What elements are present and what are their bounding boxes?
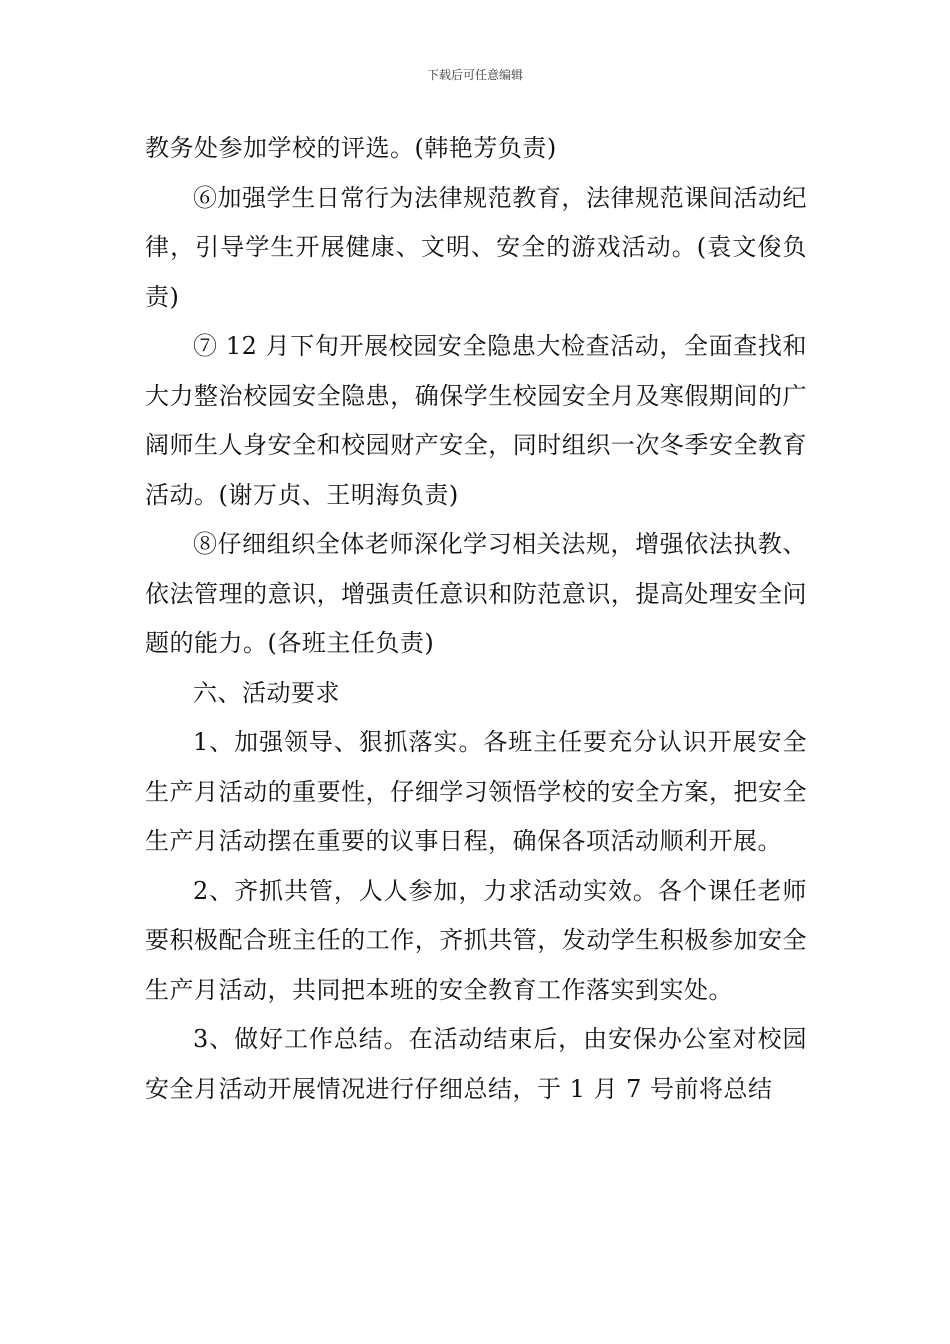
paragraph-item-8: ⑧仔细组织全体老师深化学习相关法规，增强依法执教、依法管理的意识，增强责任意识和防范意识，提高处理安全问题的能力。(各班主任负责) (145, 530, 807, 657)
paragraph-item-6: ⑥加强学生日常行为法律规范教育，法律规范课间活动纪律，引导学生开展健康、文明、安全的游戏活动。(袁文俊负责) (145, 183, 807, 311)
paragraph-item-7: ⑦ 12 月下旬开展校园安全隐患大检查活动，全面查找和大力整治校园安全隐患，确保学生校园安全月及寒假期间的广阔师生人身安全和校园财产安全，同时组织一次冬季安全教育活动。(谢万贞、王明海负责) (145, 332, 807, 509)
section-heading-requirements: 六、活动要求 (193, 678, 340, 707)
document-body (145, 124, 807, 1114)
paragraph-requirement-1: 1、加强领导、狠抓落实。各班主任要充分认识开展安全生产月活动的重要性，仔细学习领悟学校的安全方案，把安全生产月活动摆在重要的议事日程，确保各项活动顺利开展。 (145, 728, 807, 855)
paragraph-continuation: 教务处参加学校的评选。(韩艳芳负责) (145, 134, 557, 162)
paragraph-requirement-2: 2、齐抓共管，人人参加，力求活动实效。各个课任老师要积极配合班主任的工作，齐抓共管，发动学生积极参加安全生产月活动，共同把本班的安全教育工作落实到实处。 (145, 876, 807, 1004)
paragraph-requirement-3: 3、做好工作总结。在活动结束后，由安保办公室对校园安全月活动开展情况进行仔细总结，于 1 月 7 号前将总结 (145, 1025, 807, 1103)
page-header-note: 下载后可任意编辑 (426, 68, 523, 82)
